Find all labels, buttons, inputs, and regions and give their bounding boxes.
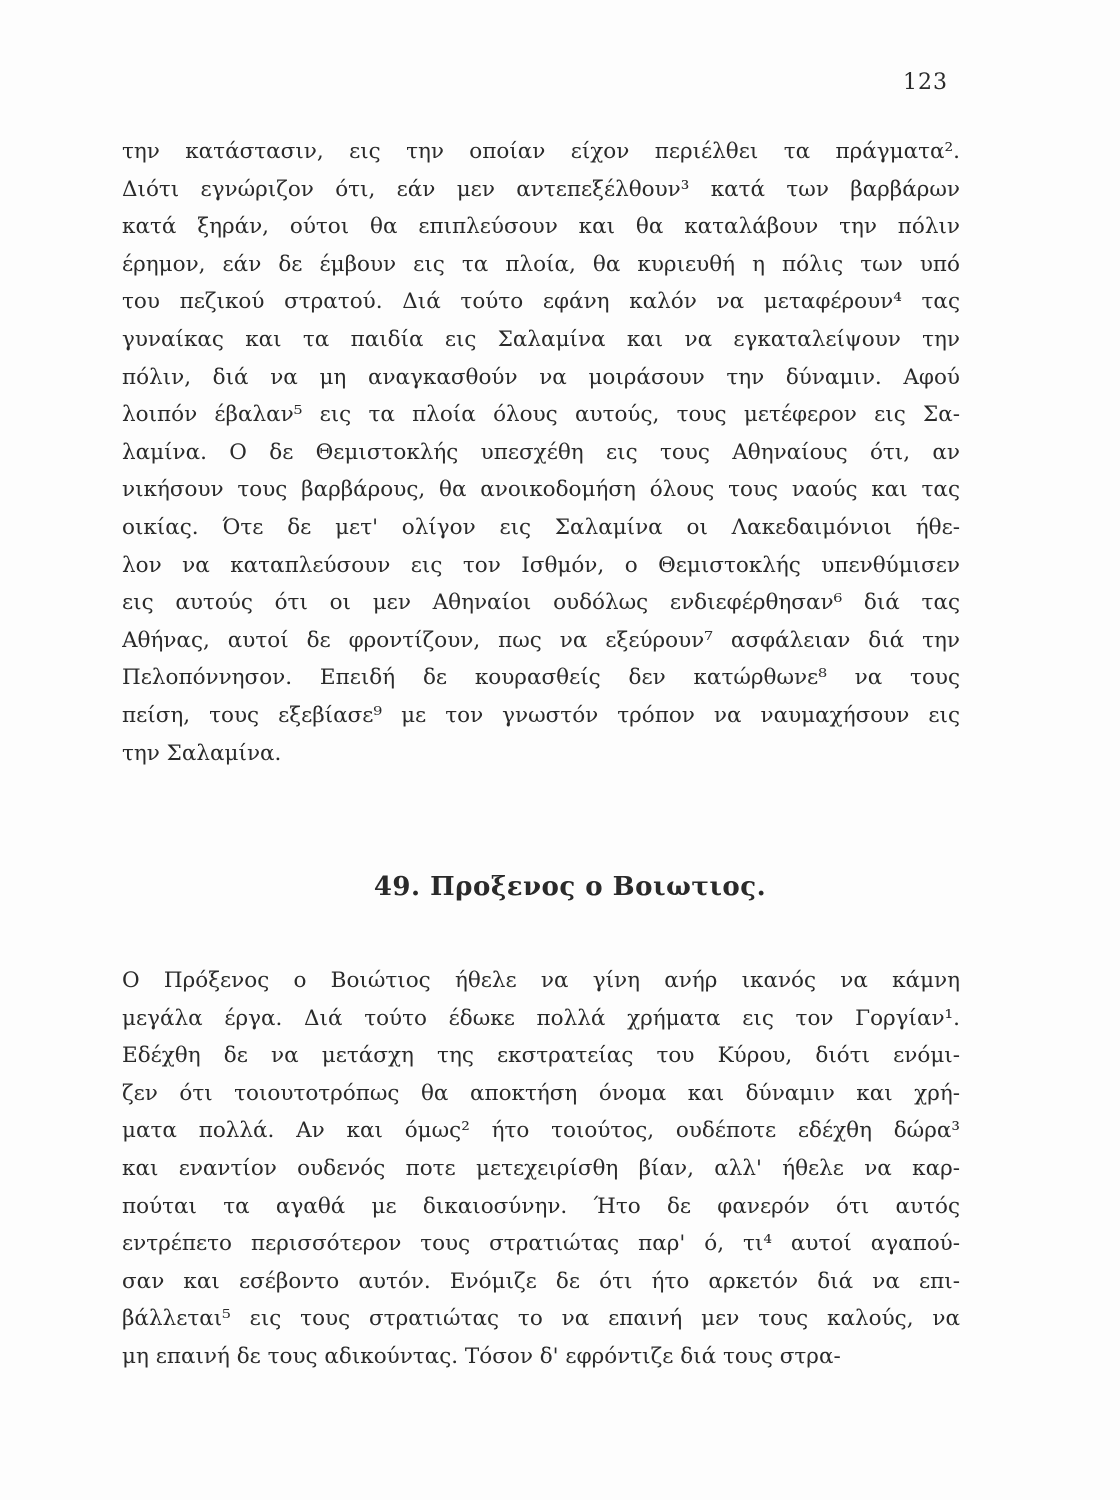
text-line: γυναίκας και τα παιδία εις Σαλαμίνα και να εγκαταλείψουν την [122, 326, 960, 352]
text-line: Πελοπόννησον. Επειδή δε κουρασθείς δεν κατώρθωνε⁸ να τους [122, 665, 960, 691]
text-line: πούται τα αγαθά με δικαιοσύνην. Ήτο δε φανερόν ότι αυτός [122, 1193, 960, 1219]
text-line: του πεζικού στρατού. Διά τούτο εφάνη καλόν να μεταφέρουν⁴ τας [122, 289, 960, 315]
section-heading: 49. Προξενος ο Βοιωτιος. [373, 872, 767, 902]
text-line: σαν και εσέβοντο αυτόν. Ενόμιζε δε ότι ήτο αρκετόν διά να επι- [122, 1268, 960, 1294]
text-line: εις αυτούς ότι οι μεν Αθηναίοι ουδόλως ενδιεφέρθησαν⁶ διά τας [122, 590, 960, 616]
text-line: βάλλεται⁵ εις τους στρατιώτας το να επαινή μεν τους καλούς, να [122, 1306, 960, 1332]
text-line: νικήσουν τους βαρβάρους, θα ανοικοδομήση όλους τους ναούς και τας [122, 477, 960, 503]
text-line: ματα πολλά. Αν και όμως² ήτο τοιούτος, ουδέποτε εδέχθη δώρα³ [122, 1118, 960, 1144]
text-line: κατά ξηράν, ούτοι θα επιπλεύσουν και θα καταλάβουν την πόλιν [122, 214, 960, 240]
paragraph-2 [122, 962, 960, 1376]
text-line: μη επαινή δε τους αδικούντας. Τόσον δ' εφρόντιζε διά τους στρα- [122, 1343, 841, 1369]
text-line: λοιπόν έβαλαν⁵ εις τα πλοία όλους αυτούς, τους μετέφερον εις Σα- [122, 402, 960, 428]
paragraph-1 [122, 133, 960, 772]
text-line: την Σαλαμίνα. [122, 740, 282, 766]
text-line: λον να καταπλεύσουν εις τον Ισθμόν, ο Θεμιστοκλής υπενθύμισεν [122, 552, 960, 578]
text-line: εντρέπετο περισσότερον τους στρατιώτας παρ' ό, τι⁴ αυτοί αγαπού- [122, 1231, 960, 1257]
text-line: και εναντίον ουδενός ποτε μετεχειρίσθη βίαν, αλλ' ήθελε να καρ- [122, 1155, 960, 1181]
text-line: Διότι εγνώριζον ότι, εάν μεν αντεπεξέλθουν³ κατά των βαρβάρων [122, 176, 960, 202]
text-line: λαμίνα. Ο δε Θεμιστοκλής υπεσχέθη εις τους Αθηναίους ότι, αν [122, 439, 960, 465]
text-line: Ο Πρόξενος ο Βοιώτιος ήθελε να γίνη ανήρ ικανός να κάμνη [122, 968, 960, 993]
text-line: την κατάστασιν, εις την οποίαν είχον περιέλθει τα πράγματα². [122, 139, 960, 164]
text-line: πείση, τους εξεβίασε⁹ με τον γνωστόν τρόπον να ναυμαχήσουν εις [122, 702, 960, 728]
text-line: Αθήνας, αυτοί δε φροντίζουν, πως να εξεύρουν⁷ ασφάλειαν διά την [122, 627, 960, 653]
text-line: έρημον, εάν δε έμβουν εις τα πλοία, θα κυριευθή η πόλις των υπό [122, 251, 960, 277]
text-line: Εδέχθη δε να μετάσχη της εκστρατείας του Κύρου, διότι ενόμι- [122, 1043, 960, 1069]
text-line: μεγάλα έργα. Διά τούτο έδωκε πολλά χρήματα εις τον Γοργίαν¹. [122, 1005, 960, 1031]
text-line: πόλιν, διά να μη αναγκασθούν να μοιράσουν την δύναμιν. Αφού [122, 364, 960, 390]
page-number: 123 [903, 70, 948, 95]
text-line: οικίας. Ότε δε μετ' ολίγον εις Σαλαμίνα οι Λακεδαιμόνιοι ήθε- [122, 514, 960, 540]
text-line: ζεν ότι τοιουτοτρόπως θα αποκτήση όνομα και δύναμιν και χρή- [122, 1080, 960, 1106]
